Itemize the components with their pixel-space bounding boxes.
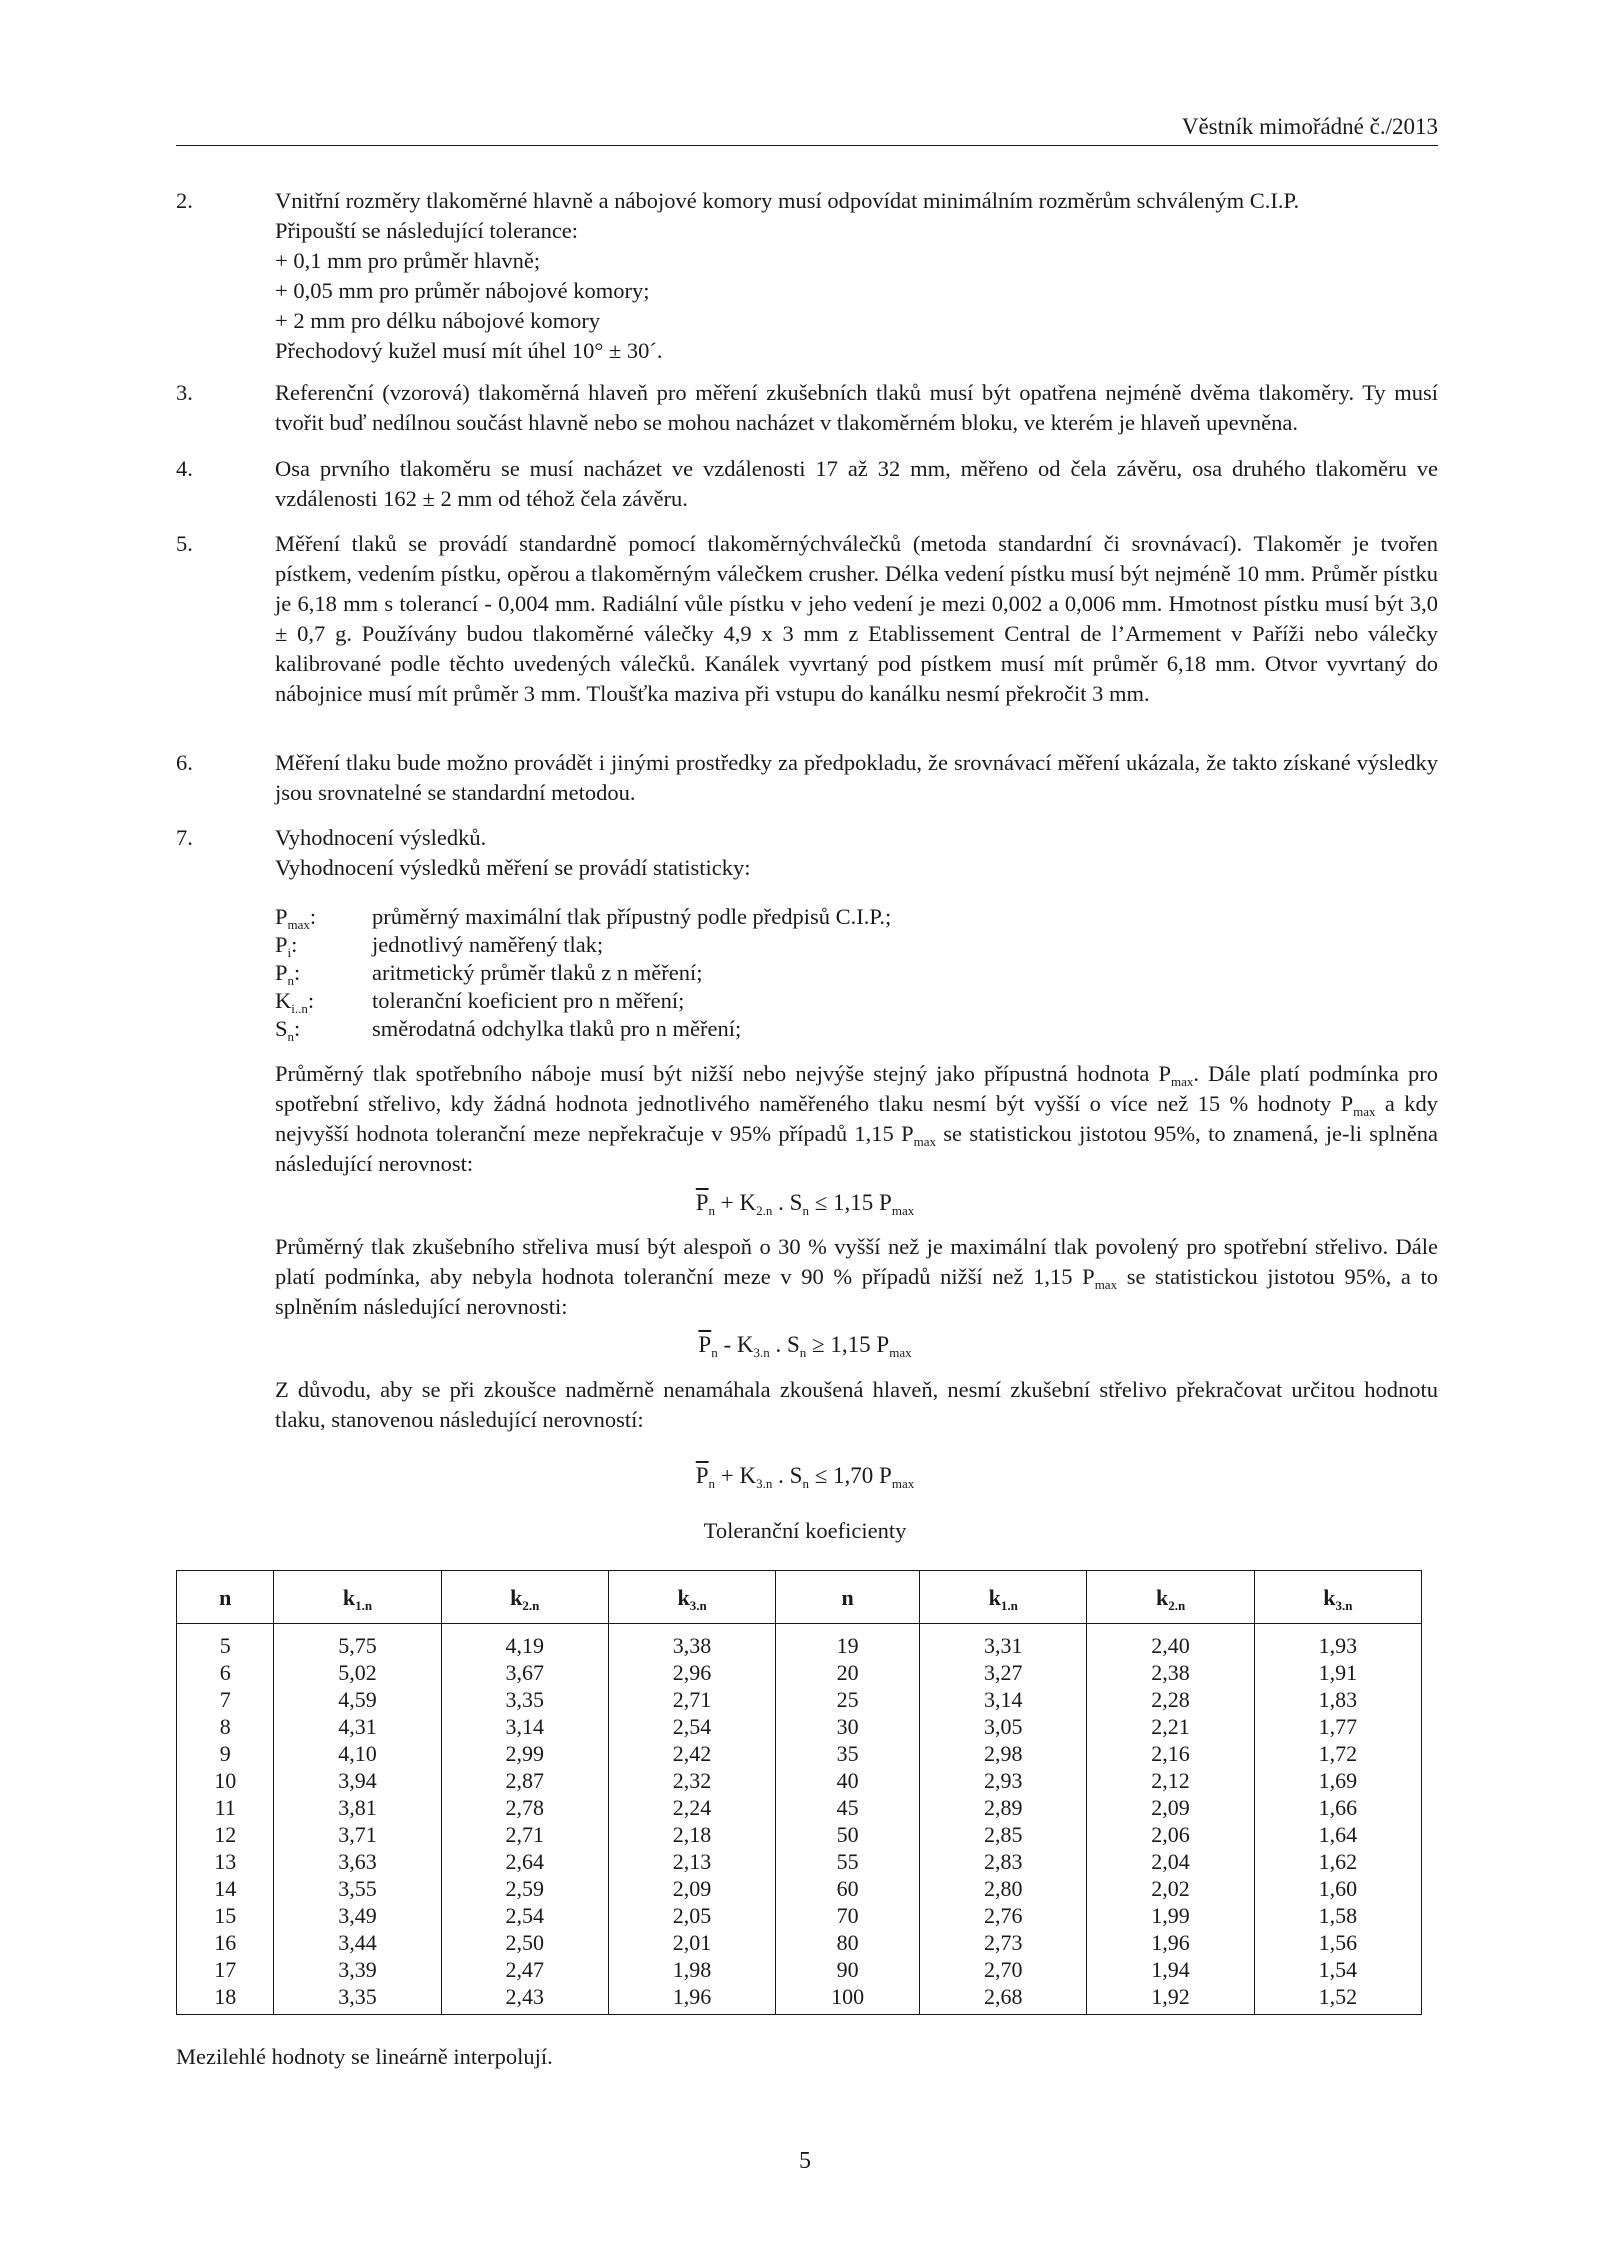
formula-term: + K	[715, 1463, 757, 1488]
symbol-subscript: i	[287, 945, 292, 960]
table-cell: 2,09	[1087, 1794, 1254, 1821]
header-main: k	[1323, 1584, 1336, 1610]
definition-text: průměrný maximální tlak přípustný podle předpisů C.I.P.;	[372, 904, 892, 929]
item-text: Osa prvního tlakoměru se musí nacházet ve vzdálenosti 17 až 32 mm, měřeno od čela závěru, osa druhého tlakoměru ve vzdálenosti 162 ± 2 mm od téhož čela závěru.	[275, 456, 1438, 511]
table-cell: 3,05	[920, 1713, 1087, 1740]
table-cell: 1,54	[1254, 1956, 1421, 1983]
table-cell: 2,76	[920, 1902, 1087, 1929]
table-cell: 3,35	[274, 1983, 441, 2015]
section-item-3	[176, 378, 1438, 438]
symbol-colon: :	[307, 988, 315, 1013]
table-cell: 2,04	[1087, 1848, 1254, 1875]
paragraph-barrel-stress: Z důvodu, aby se při zkoušce nadměrně nenamáhala zkoušená hlaveň, nesmí zkušební střelivo překračovat určitou hodnotu tlaku, stanovenou následující nerovností:	[275, 1377, 1438, 1432]
symbol: P	[275, 904, 288, 929]
formula-subscript: 2.n	[756, 1203, 773, 1218]
table-cell: 2,64	[441, 1848, 608, 1875]
formula-inequality-1	[0, 1188, 1600, 1218]
table-cell: 1,93	[1254, 1624, 1421, 1660]
tolerance-coefficients-table	[176, 1570, 1422, 2015]
table-cell: 3,39	[274, 1956, 441, 1983]
table-row	[177, 1713, 1422, 1740]
table-cell: 1,60	[1254, 1875, 1421, 1902]
table-cell: 5,75	[274, 1624, 441, 1660]
table-cell: 25	[776, 1686, 920, 1713]
section-item-7	[176, 823, 1438, 883]
table-cell: 2,89	[920, 1794, 1087, 1821]
table-cell: 3,71	[274, 1821, 441, 1848]
table-cell: 2,32	[608, 1767, 775, 1794]
table-cell: 2,06	[1087, 1821, 1254, 1848]
table-cell: 5,02	[274, 1659, 441, 1686]
table-header-cell	[274, 1571, 441, 1624]
item-line: Vyhodnocení výsledků.	[275, 825, 487, 850]
table-cell: 60	[776, 1875, 920, 1902]
table-cell: 1,69	[1254, 1767, 1421, 1794]
definition-row	[275, 931, 975, 959]
table-cell: 1,56	[1254, 1929, 1421, 1956]
item-text: Měření tlaku bude možno provádět i jinými prostředky za předpokladu, že srovnávací měření ukázala, že takto získané výsledky jsou srovnatelné se standardní metodou.	[275, 750, 1438, 805]
table-cell: 1,94	[1087, 1956, 1254, 1983]
definition-text: aritmetický průměr tlaků z n měření;	[372, 960, 703, 985]
table-note: Mezilehlé hodnoty se lineárně interpolují.	[176, 2044, 553, 2069]
table-cell: 3,35	[441, 1686, 608, 1713]
item-line: Přechodový kužel musí mít úhel 10° ± 30´.	[275, 338, 663, 363]
table-row	[177, 1686, 1422, 1713]
table-cell: 3,14	[441, 1713, 608, 1740]
formula-subscript: n	[708, 1476, 716, 1491]
table-cell: 18	[177, 1983, 274, 2015]
symbol-definitions	[275, 903, 975, 1043]
table-cell: 2,80	[920, 1875, 1087, 1902]
header-subscript: 3.n	[1335, 1597, 1353, 1613]
header-main: k	[988, 1584, 1001, 1610]
table-row	[177, 1624, 1422, 1660]
table-cell: 30	[776, 1713, 920, 1740]
paragraph-text: Průměrný tlak spotřebního náboje musí být nižší nebo nejvýše stejný jako přípustná hodnota P	[275, 1061, 1172, 1086]
table-cell: 2,71	[608, 1686, 775, 1713]
table-row	[177, 1929, 1422, 1956]
table-cell: 1,62	[1254, 1848, 1421, 1875]
table-cell: 1,52	[1254, 1983, 1421, 2015]
table-header-cell	[441, 1571, 608, 1624]
item-text: Referenční (vzorová) tlakoměrná hlaveň pro měření zkušebních tlaků musí být opatřena nejméně dvěma tlakoměry. Ty musí tvořit buď nedílnou součást hlavně nebo se mohou nacházet v tlakoměrném bloku, ve kterém je hlaveň upevněna.	[275, 380, 1438, 435]
table-row	[177, 1983, 1422, 2015]
table-caption: Toleranční koeficienty	[703, 1518, 907, 1543]
table-row	[177, 1794, 1422, 1821]
table-cell: 2,18	[608, 1821, 775, 1848]
paragraph-text: a kdy nejvyšší hodnota toleranční meze nepřekračuje v 95% případů 1,15 P	[275, 1091, 1438, 1146]
table-cell: 4,10	[274, 1740, 441, 1767]
table-cell: 1,92	[1087, 1983, 1254, 2015]
definition-text: toleranční koeficient pro n měření;	[372, 988, 685, 1013]
table-header-cell	[1254, 1571, 1421, 1624]
table-cell: 3,94	[274, 1767, 441, 1794]
definition-text: jednotlivý naměřený tlak;	[372, 932, 604, 957]
table-cell: 2,83	[920, 1848, 1087, 1875]
table-cell: 3,49	[274, 1902, 441, 1929]
symbol: P	[275, 960, 288, 985]
formula-term: ≥ 1,15 P	[806, 1332, 890, 1357]
table-cell: 2,13	[608, 1848, 775, 1875]
header-subscript: 1.n	[355, 1597, 373, 1613]
formula-mean-symbol: $\overline{P}$	[695, 1190, 709, 1215]
header-subscript: 2.n	[1168, 1597, 1186, 1613]
table-cell: 2,43	[441, 1983, 608, 2015]
formula-mean-symbol: $\overline{P}$	[698, 1332, 712, 1357]
formula-mean-symbol: $\overline{P}$	[695, 1463, 709, 1488]
formula-subscript: max	[891, 1203, 915, 1218]
table-cell: 3,27	[920, 1659, 1087, 1686]
symbol-colon: :	[291, 932, 298, 957]
item-line: Vyhodnocení výsledků měření se provádí statisticky:	[275, 855, 751, 880]
header-subscript: 1.n	[1000, 1597, 1018, 1613]
paragraph-text: . Dále platí podmínka pro spotřební střelivo, kdy žádná hodnota jednotlivého naměřeného tlaku nesmí být vyšší o více než 15 % hodnoty P	[275, 1061, 1438, 1116]
page-number: 5	[799, 2148, 811, 2174]
paragraph-text: se statistickou jistotou 95%, to znamená, je-li splněna následující nerovnost:	[275, 1121, 1438, 1176]
table-cell: 2,78	[441, 1794, 608, 1821]
table-cell: 3,63	[274, 1848, 441, 1875]
table-header-cell	[608, 1571, 775, 1624]
symbol-colon: :	[294, 960, 301, 985]
symbol: P	[275, 932, 288, 957]
table-header-cell	[776, 1571, 920, 1624]
table-cell: 11	[177, 1794, 274, 1821]
table-cell: 6	[177, 1659, 274, 1686]
symbol-subscript: i..n	[291, 1001, 308, 1016]
table-cell: 1,96	[1087, 1929, 1254, 1956]
item-number: 7.	[176, 825, 193, 850]
table-cell: 7	[177, 1686, 274, 1713]
table-cell: 3,81	[274, 1794, 441, 1821]
table-cell: 1,98	[608, 1956, 775, 1983]
table-cell: 1,58	[1254, 1902, 1421, 1929]
paragraph-text: Průměrný tlak zkušebního střeliva musí být alespoň o 30 % vyšší než je maximální tlak povolený pro spotřební střelivo. Dále platí podmínka, aby nebyla hodnota toleranční meze v 90 % případů nižší než 1,15 P	[275, 1234, 1438, 1289]
table-row	[177, 1902, 1422, 1929]
item-line: Vnitřní rozměry tlakoměrné hlavně a nábojové komory musí odpovídat minimálním rozměrům schváleným C.I.P.	[275, 188, 1300, 213]
symbol-subscript: n	[287, 1029, 295, 1044]
section-item-2	[176, 186, 1438, 366]
table-cell: 100	[776, 1983, 920, 2015]
table-cell: 12	[177, 1821, 274, 1848]
formula-term: . S	[772, 1190, 803, 1215]
formula-subscript: max	[889, 1345, 912, 1360]
table-cell: 2,12	[1087, 1767, 1254, 1794]
formula-inequality-3	[0, 1461, 1600, 1491]
header-main: n	[219, 1584, 232, 1610]
table-header-cell	[177, 1571, 274, 1624]
table-cell: 15	[177, 1902, 274, 1929]
definition-row	[275, 959, 975, 987]
table-cell: 4,31	[274, 1713, 441, 1740]
symbol-subscript: max	[287, 917, 310, 932]
formula-inequality-2	[0, 1330, 1600, 1360]
table-row	[177, 1659, 1422, 1686]
formula-subscript: n	[708, 1203, 716, 1218]
table-cell: 20	[776, 1659, 920, 1686]
header-subscript: 2.n	[522, 1597, 540, 1613]
table-cell: 1,91	[1254, 1659, 1421, 1686]
journal-header: Věstník mimořádné č./2013	[1181, 114, 1438, 139]
table-cell: 80	[776, 1929, 920, 1956]
table-cell: 2,01	[608, 1929, 775, 1956]
formula-subscript: max	[891, 1476, 915, 1491]
formula-term: . S	[769, 1332, 800, 1357]
definition-text: směrodatná odchylka tlaků pro n měření;	[372, 1016, 742, 1041]
table-cell: 16	[177, 1929, 274, 1956]
symbol-colon: :	[294, 1016, 301, 1041]
formula-subscript: n	[711, 1345, 718, 1360]
header-rule	[176, 145, 1438, 146]
table-row	[177, 1740, 1422, 1767]
symbol-subscript: n	[287, 973, 295, 988]
subscript: max	[1094, 1277, 1118, 1292]
definition-row	[275, 903, 975, 931]
table-cell: 70	[776, 1902, 920, 1929]
header-main: k	[1155, 1584, 1169, 1610]
formula-subscript: n	[799, 1345, 807, 1360]
table-cell: 1,64	[1254, 1821, 1421, 1848]
formula-subscript: 3.n	[753, 1345, 770, 1360]
paragraph-test-ammo	[275, 1232, 1438, 1322]
table-cell: 2,73	[920, 1929, 1087, 1956]
item-line: + 0,05 mm pro průměr nábojové komory;	[275, 278, 650, 303]
table-cell: 10	[177, 1767, 274, 1794]
header-main: n	[841, 1584, 854, 1610]
table-cell: 2,47	[441, 1956, 608, 1983]
table-header-cell	[920, 1571, 1087, 1624]
table-cell: 2,38	[1087, 1659, 1254, 1686]
table-cell: 2,24	[608, 1794, 775, 1821]
table-cell: 2,93	[920, 1767, 1087, 1794]
subscript: max	[913, 1134, 936, 1149]
table-cell: 3,38	[608, 1624, 775, 1660]
table-row	[177, 1767, 1422, 1794]
table-row	[177, 1848, 1422, 1875]
table-cell: 2,21	[1087, 1713, 1254, 1740]
table-cell: 45	[776, 1794, 920, 1821]
item-number: 2.	[176, 188, 193, 213]
header-main: k	[510, 1584, 523, 1610]
table-cell: 2,09	[608, 1875, 775, 1902]
table-row	[177, 1956, 1422, 1983]
paragraph-consumer-ammo	[275, 1059, 1438, 1179]
table-cell: 5	[177, 1624, 274, 1660]
table-cell: 35	[776, 1740, 920, 1767]
table-cell: 1,83	[1254, 1686, 1421, 1713]
subscript: max	[1353, 1104, 1376, 1119]
formula-subscript: 3.n	[756, 1476, 773, 1491]
table-cell: 1,77	[1254, 1713, 1421, 1740]
table-cell: 55	[776, 1848, 920, 1875]
table-cell: 2,50	[441, 1929, 608, 1956]
symbol: S	[275, 1016, 288, 1041]
table-cell: 2,28	[1087, 1686, 1254, 1713]
table-cell: 8	[177, 1713, 274, 1740]
table-cell: 2,85	[920, 1821, 1087, 1848]
table-cell: 3,14	[920, 1686, 1087, 1713]
item-number: 5.	[176, 531, 193, 556]
table-cell: 13	[177, 1848, 274, 1875]
table-cell: 3,55	[274, 1875, 441, 1902]
table-cell: 50	[776, 1821, 920, 1848]
table-row	[177, 1821, 1422, 1848]
table-cell: 1,66	[1254, 1794, 1421, 1821]
formula-term: ≤ 1,70 P	[808, 1463, 892, 1488]
formula-term: + K	[715, 1190, 757, 1215]
paragraph-text: se statistickou jistotou 95%, a to splněním následující nerovnosti:	[275, 1264, 1438, 1319]
item-number: 6.	[176, 750, 193, 775]
symbol: K	[275, 988, 292, 1013]
item-line: + 2 mm pro délku nábojové komory	[275, 308, 601, 333]
section-item-6	[176, 748, 1438, 808]
table-cell: 14	[177, 1875, 274, 1902]
table-cell: 40	[776, 1767, 920, 1794]
table-cell: 2,40	[1087, 1624, 1254, 1660]
header-subscript: 3.n	[689, 1597, 707, 1613]
table-cell: 9	[177, 1740, 274, 1767]
table-cell: 2,99	[441, 1740, 608, 1767]
section-item-5	[176, 529, 1438, 709]
symbol-colon: :	[309, 904, 317, 929]
section-item-4	[176, 454, 1438, 514]
table-cell: 2,16	[1087, 1740, 1254, 1767]
table-cell: 17	[177, 1956, 274, 1983]
table-cell: 1,96	[608, 1983, 775, 2015]
formula-term: - K	[717, 1332, 754, 1357]
table-header-row	[177, 1571, 1422, 1624]
formula-subscript: n	[802, 1203, 809, 1218]
formula-term: ≤ 1,15 P	[808, 1190, 892, 1215]
table-cell: 2,71	[441, 1821, 608, 1848]
subscript: max	[1171, 1074, 1194, 1089]
table-cell: 2,05	[608, 1902, 775, 1929]
item-line: Připouští se následující tolerance:	[275, 218, 579, 243]
header-main: k	[677, 1584, 690, 1610]
item-number: 3.	[176, 380, 193, 405]
table-cell: 2,59	[441, 1875, 608, 1902]
table-cell: 4,59	[274, 1686, 441, 1713]
table-cell: 90	[776, 1956, 920, 1983]
table-cell: 2,54	[608, 1713, 775, 1740]
table-header-cell	[1087, 1571, 1254, 1624]
table-cell: 1,99	[1087, 1902, 1254, 1929]
definition-row	[275, 987, 975, 1015]
table-cell: 2,98	[920, 1740, 1087, 1767]
item-text: Měření tlaků se provádí standardně pomocí tlakoměrnýchválečků (metoda standardní či srovnávací). Tlakoměr je tvořen pístkem, vedením pístku, opěrou a tlakoměrným válečkem crusher. Délka vedení pístku musí být nejméně 10 mm. Průměr pístku je 6,18 mm s tolerancí - 0,004 mm. Radiální vůle pístku v jeho vedení je mezi 0,002 a 0,006 mm. Hmotnost pístku musí být 3,0 ± 0,7 g. Používány budou tlakoměrné válečky 4,9 x 3 mm z Etablissement Central de l’Armement v Paříži nebo válečky kalibrované podle těchto uvedených válečků. Kanálek vyvrtaný pod pístkem musí mít průměr 6,18 mm. Otvor vyvrtaný do nábojnice musí mít průměr 3 mm. Tloušťka maziva při vstupu do kanálku nesmí překročit 3 mm.	[275, 531, 1438, 706]
formula-term: . S	[772, 1463, 803, 1488]
table-cell: 3,31	[920, 1624, 1087, 1660]
table-cell: 3,44	[274, 1929, 441, 1956]
table-cell: 2,02	[1087, 1875, 1254, 1902]
table-cell: 3,67	[441, 1659, 608, 1686]
table-cell: 1,72	[1254, 1740, 1421, 1767]
item-number: 4.	[176, 456, 193, 481]
table-cell: 2,68	[920, 1983, 1087, 2015]
table-cell: 2,70	[920, 1956, 1087, 1983]
table-cell: 2,87	[441, 1767, 608, 1794]
header-main: k	[342, 1584, 356, 1610]
table-cell: 4,19	[441, 1624, 608, 1660]
table-cell: 2,96	[608, 1659, 775, 1686]
table-row	[177, 1875, 1422, 1902]
definition-row	[275, 1015, 975, 1043]
item-line: + 0,1 mm pro průměr hlavně;	[275, 248, 541, 273]
table-cell: 19	[776, 1624, 920, 1660]
table-cell: 2,42	[608, 1740, 775, 1767]
formula-subscript: n	[802, 1476, 809, 1491]
table-cell: 2,54	[441, 1902, 608, 1929]
